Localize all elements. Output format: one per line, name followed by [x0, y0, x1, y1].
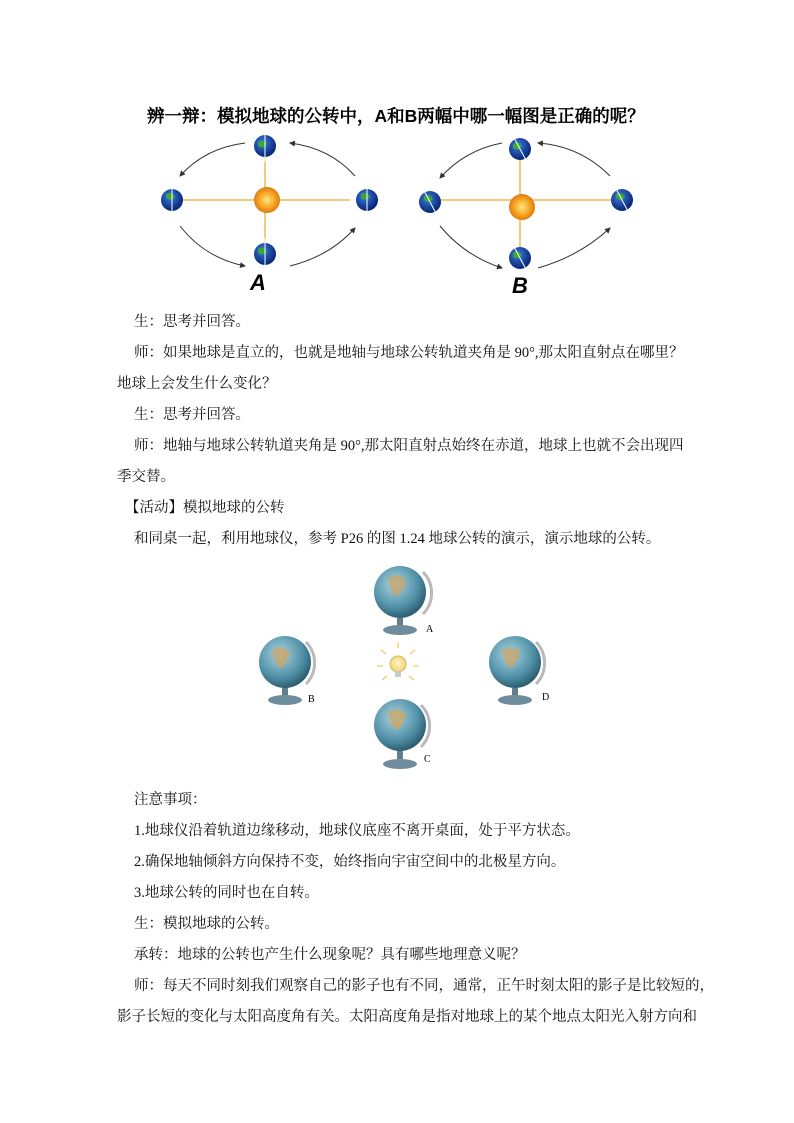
diagram-a-label: A [250, 270, 266, 295]
globe-d-label: D [542, 692, 550, 703]
earth-icon [356, 184, 378, 216]
note-item-1: 1.地球仪沿着轨道边缘移动，地球仪底座不离开桌面，处于平方状态。 [134, 823, 580, 839]
figure-title: 辨一辩：模拟地球的公转中，A和B两幅中哪一幅图是正确的呢？ [147, 106, 645, 126]
earth-icon [419, 187, 441, 217]
notes-heading: 注意事项： [134, 792, 207, 808]
paragraph-student-2: 生：思考并回答。 [134, 407, 250, 423]
globe-a-label: A [426, 624, 434, 635]
earth-icon [509, 134, 531, 164]
globe-icon [374, 566, 432, 635]
paragraph-student-1: 生：思考并回答。 [134, 314, 250, 330]
globe-c-label: C [424, 754, 431, 765]
globe-b-label: B [308, 694, 315, 705]
globe-icon [259, 636, 315, 705]
note-item-3: 3.地球公转的同时也在自转。 [134, 885, 319, 901]
paragraph-student-3: 生：模拟地球的公转。 [134, 916, 279, 932]
earth-icon [509, 243, 531, 273]
activity-instruction: 和同桌一起，利用地球仪，参考 P26 的图 1.24 地球公转的演示，演示地球的公转。 [134, 531, 661, 547]
sun-icon [254, 187, 280, 213]
activity-heading: 【活动】模拟地球的公转 [125, 500, 285, 516]
paragraph-teacher-3a: 师：每天不同时刻我们观察自己的影子也有不同，通常，正午时刻太阳的影子是比较短的， [134, 978, 714, 994]
diagram-b-label: B [512, 273, 528, 298]
orbit-diagram-a [150, 128, 390, 298]
globe-icon [489, 636, 545, 705]
globe-icon [374, 699, 430, 769]
paragraph-teacher-1a: 师：如果地球是直立的，也就是地轴与地球公转轨道夹角是 90°,那太阳直射点在哪里？ [134, 345, 684, 361]
earth-icon [254, 128, 276, 162]
paragraph-teacher-2a: 师：地轴与地球公转轨道夹角是 90°,那太阳直射点始终在赤道，地球上也就不会出现四 [134, 438, 684, 454]
paragraph-teacher-1b: 地球上会发生什么变化？ [117, 376, 277, 392]
sun-icon [509, 194, 535, 220]
earth-icon [611, 185, 633, 215]
light-bulb-icon [377, 642, 419, 680]
note-item-2: 2.确保地轴倾斜方向保持不变，始终指向宇宙空间中的北极星方向。 [134, 854, 566, 870]
paragraph-transition: 承转：地球的公转也产生什么现象呢？具有哪些地理意义呢？ [134, 947, 526, 963]
paragraph-teacher-2b: 季交替。 [117, 469, 175, 485]
orbit-diagram-b [410, 128, 650, 300]
paragraph-teacher-3b: 影子长短的变化与太阳高度角有关。太阳高度角是指对地球上的某个地点太阳光入射方向和 [117, 1009, 697, 1025]
earth-icon [254, 238, 276, 270]
globes-figure [250, 560, 570, 775]
earth-icon [161, 184, 183, 216]
